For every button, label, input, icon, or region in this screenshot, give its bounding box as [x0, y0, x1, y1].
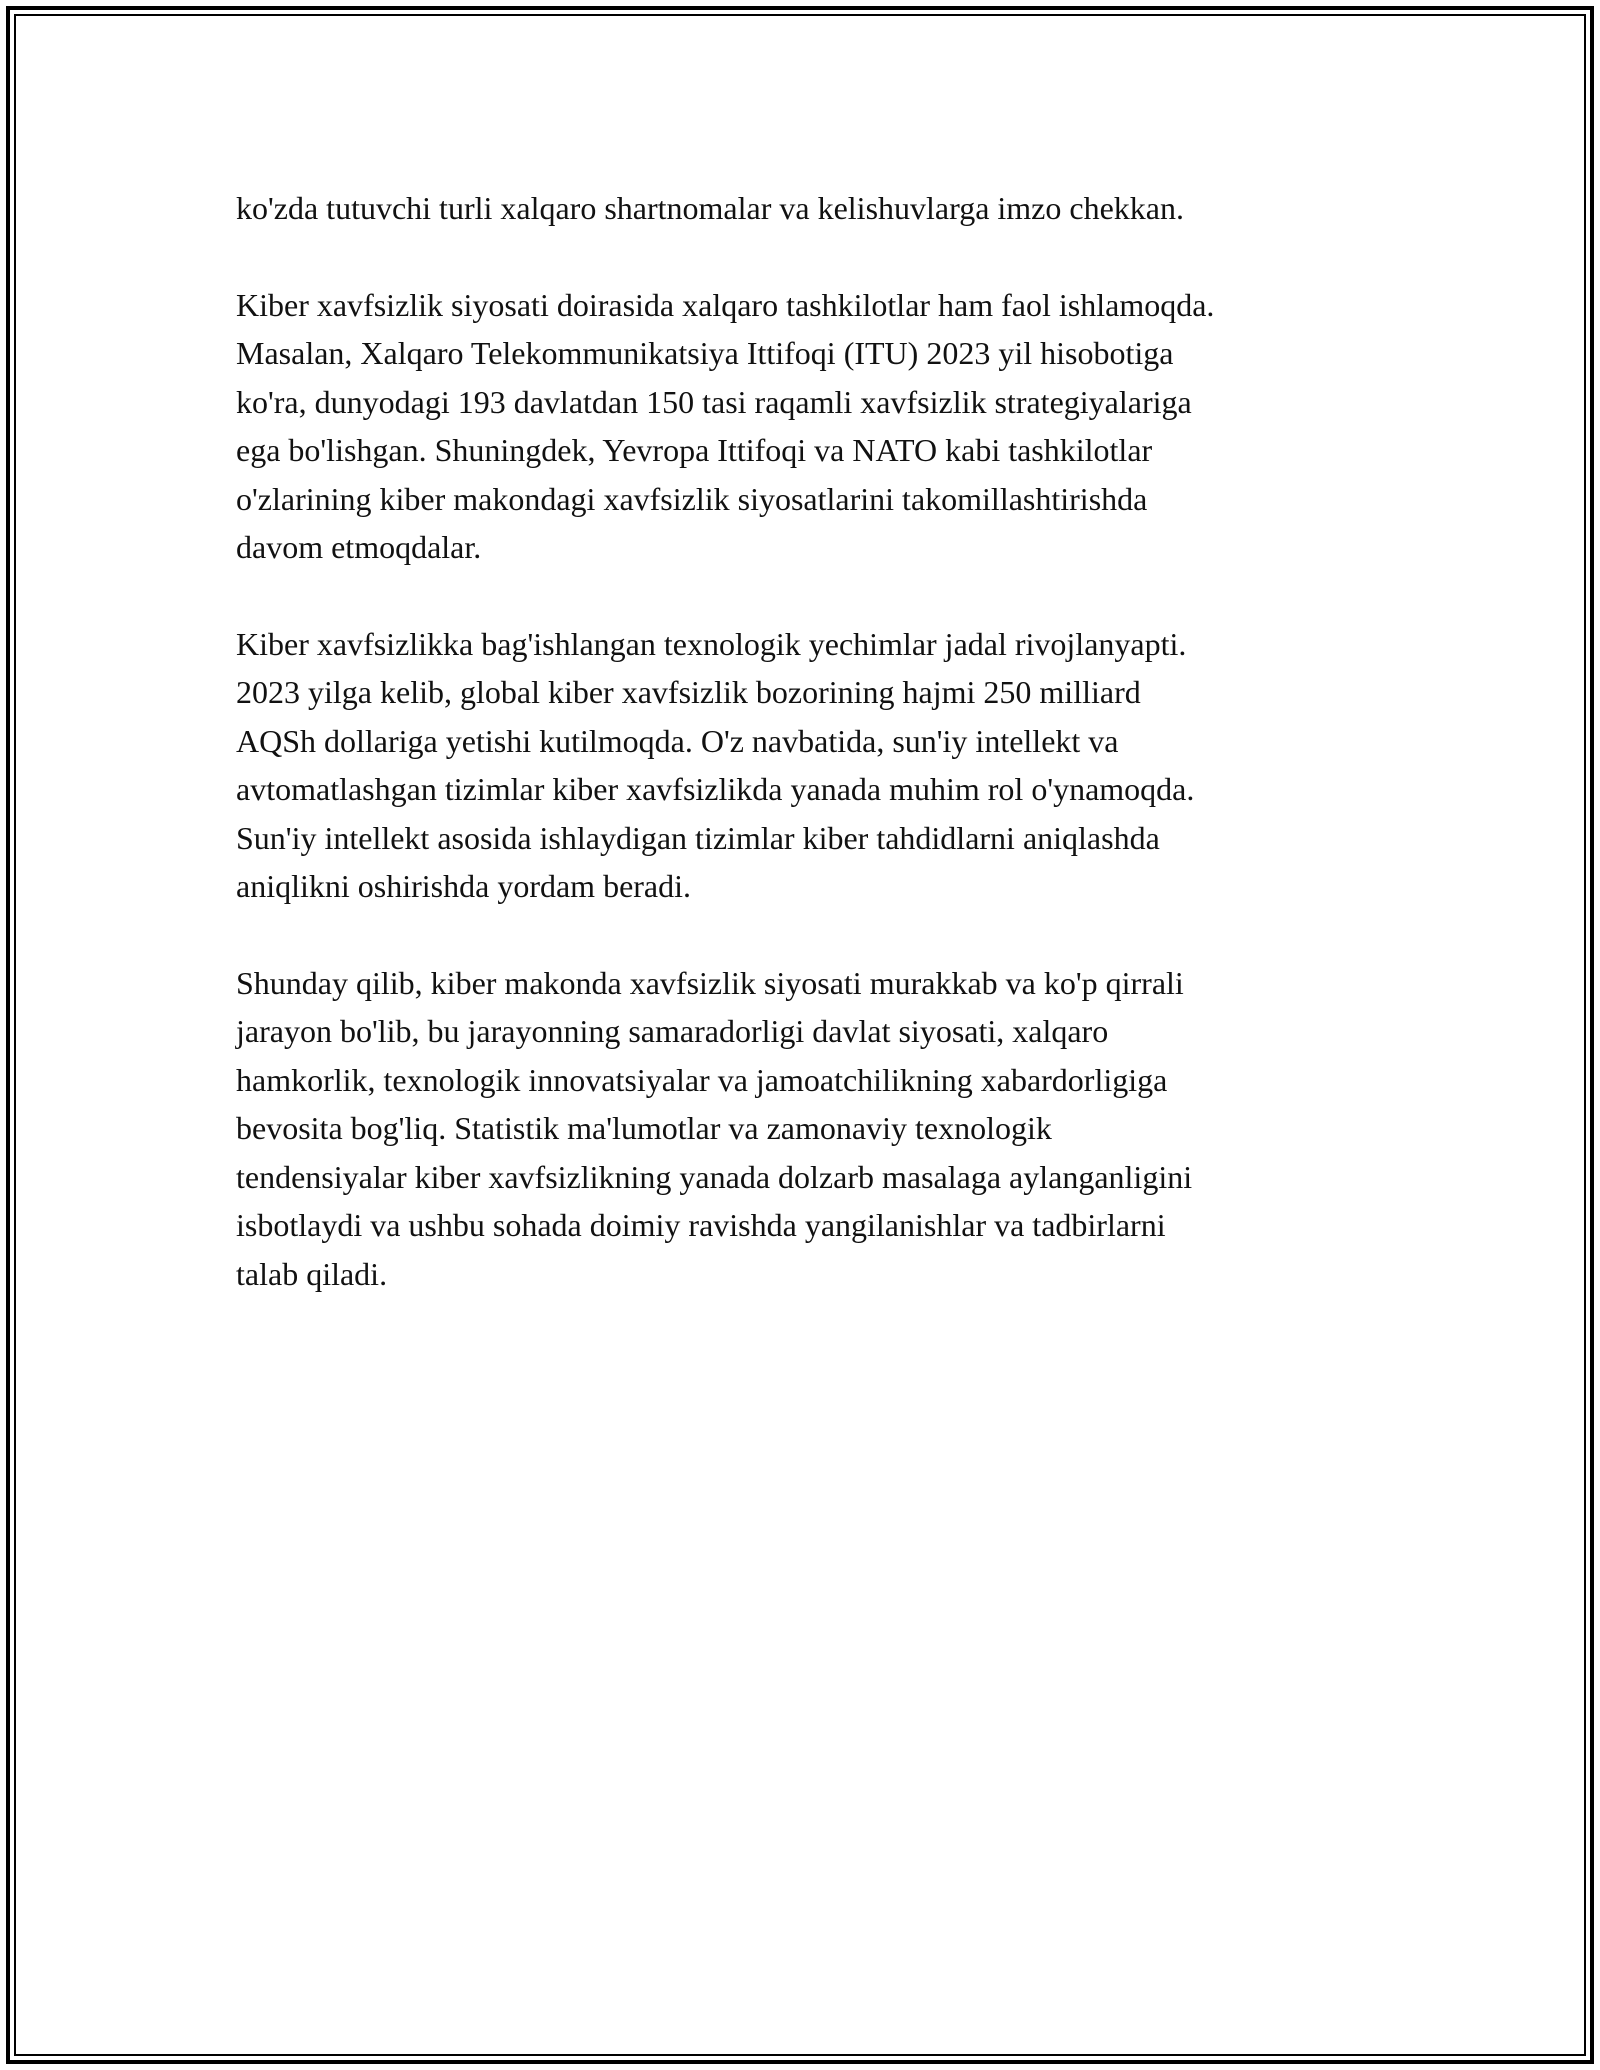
document-body [236, 184, 1396, 1346]
paragraph-2: Kiber xavfsizlik siyosati doirasida xalqaro tashkilotlar ham faol ishlamoqda. Masalan, Xalqaro Telekommunikatsiya Ittifoqi (ITU) 2023 yil hisobotiga ko'ra, dunyodagi 193 davlatdan 150 tasi raqamli xavfsizlik strategiyalariga ega bo'lishgan. Shuningdek, Yevropa Ittifoqi va NATO kabi tashkilotlar o'zlarining kiber makondagi xavfsizlik siyosatlarini takomillashtirishda davom etmoqdalar. [236, 286, 1215, 565]
paragraph-1: ko'zda tutuvchi turli xalqaro shartnomalar va kelishuvlarga imzo chekkan. [236, 190, 1184, 226]
paragraph-4: Shunday qilib, kiber makonda xavfsizlik siyosati murakkab va ko'p qirrali jarayon bo'lib, bu jarayonning samaradorligi davlat siyosati, xalqaro hamkorlik, texnologik innovatsiyalar va jamoatchilikning xabardorligiga bevosita bog'liq. Statistik ma'lumotlar va zamonaviy texnologik tendensiyalar kiber xavfsizlikning yanada dolzarb masalaga aylanganligini isbotlaydi va ushbu sohada doimiy ravishda yangilanishlar va tadbirlarni talab qiladi. [236, 964, 1193, 1292]
paragraph-3: Kiber xavfsizlikka bag'ishlangan texnologik yechimlar jadal rivojlanyapti. 2023 yilga kelib, global kiber xavfsizlik bozorining hajmi 250 milliard AQSh dollariga yetishi kutilmoqda. O'z navbatida, sun'iy intellekt va avtomatlashgan tizimlar kiber xavfsizlikda yanada muhim rol o'ynamoqda. Sun'iy intellekt asosida ishlaydigan tizimlar kiber tahdidlarni aniqlashda aniqlikni oshirishda yordam beradi. [236, 625, 1195, 904]
